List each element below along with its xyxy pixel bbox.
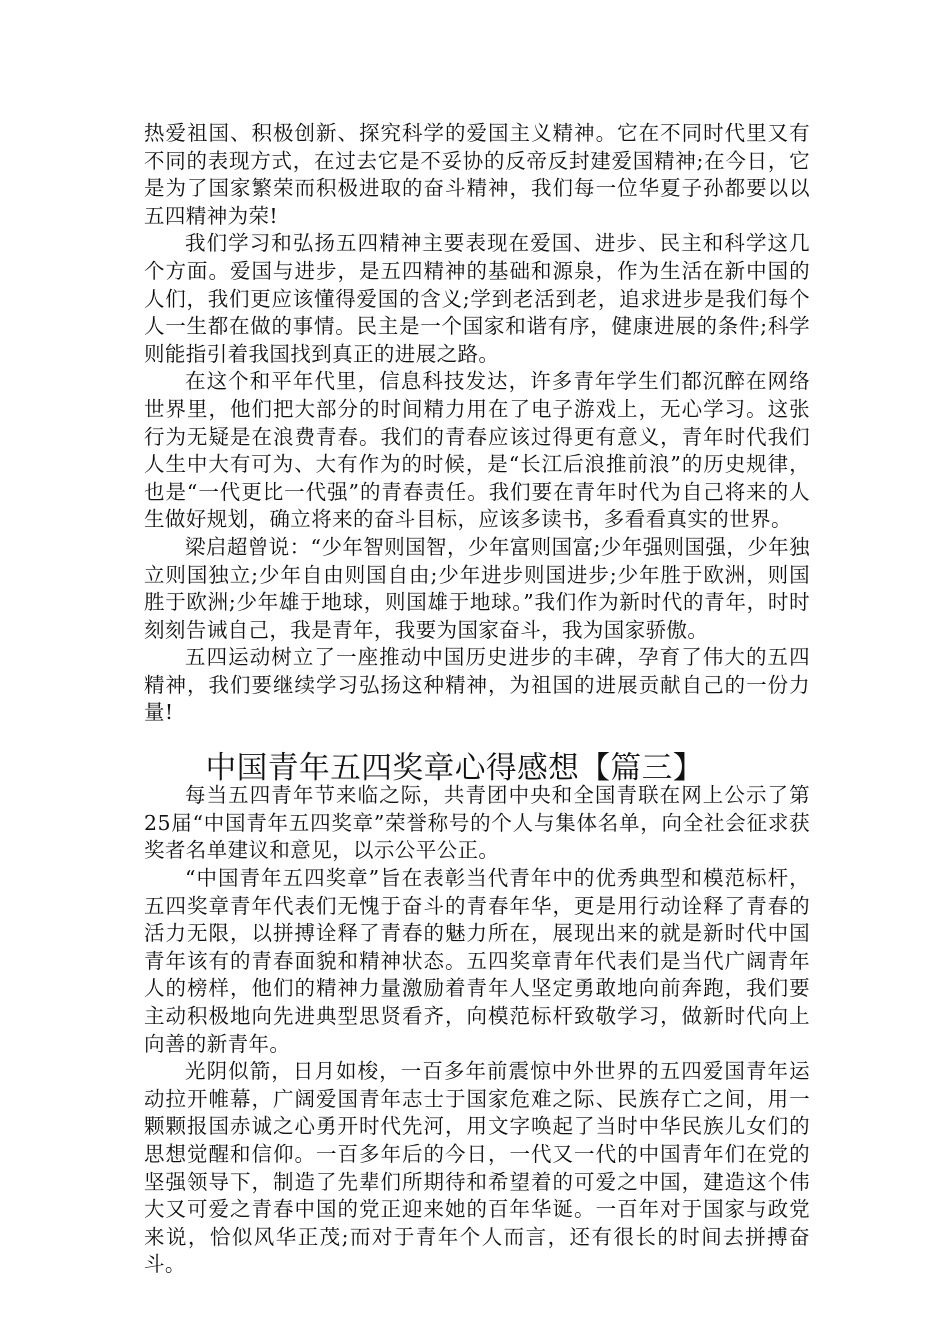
paragraph-medal-purpose: “中国青年五四奖章”旨在表彰当代青年中的优秀典型和模范标杆，五四奖章青年代表们无愧于奋斗的青春年华，更是用行动诠释了青春的活力无限，以拼搏诠释了青春的魅力所在，展现出来的就是新时代中国青年该有的青春面貌和精神状态。五四奖章青年代表们是当代广阔青年人的榜样，他们的精神力量激励着青年人坚定勇敢地向前奔跑，我们要主动积极地向先进典型思贤看齐，向模范标杆致敬学习，做新时代向上向善的新青年。 — [144, 866, 810, 1056]
section-title: 中国青年五四奖章心得感想【篇三】 — [205, 749, 704, 786]
paragraph-liang-qichao-quote: 梁启超曾说：“少年智则国智，少年富则国富;少年强则国强，少年独立则国独立;少年自由则国自由;少年进步则国进步;少年胜于欧洲，则国胜于欧洲;少年雄于地球，则国雄于地球。”我们作为新时代的青年，时时刻刻告诫自己，我是青年，我要为国家奋斗，我为国家骄傲。 — [144, 534, 810, 642]
paragraph-may-fourth-monument: 五四运动树立了一座推动中国历史进步的丰碑，孕育了伟大的五四精神，我们要继续学习弘扬这种精神，为祖国的进展贡献自己的一份力量! — [144, 645, 810, 725]
paragraph-peaceful-era: 在这个和平年代里，信息科技发达，许多青年学生们都沉醉在网络世界里，他们把大部分的时间精力用在了电子游戏上，无心学习。这张行为无疑是在浪费青春。我们的青春应该过得更有意义，青年时代我们人生中大有可为、大有作为的时候，是“长江后浪推前浪”的历史规律，也是“一代更比一代强”的青春责任。我们要在青年时代为自己将来的人生做好规划，确立将来的奋斗目标，应该多读书，多看看真实的世界。 — [144, 369, 810, 532]
paragraph-learning-may-fourth: 我们学习和弘扬五四精神主要表现在爱国、进步、民主和科学这几个方面。爱国与进步，是五四精神的基础和源泉，作为生活在新中国的人们，我们更应该懂得爱国的含义;学到老活到老，追求进步是我们每个人一生都在做的事情。民主是一个国家和谐有序，健康进展的条件;科学则能指引着我国找到真正的进展之路。 — [144, 231, 810, 366]
paragraph-century-history: 光阴似箭，日月如梭，一百多年前震惊中外世界的五四爱国青年运动拉开帷幕，广阔爱国青年志士于国家危难之际、民族存亡之间，用一颗颗报国赤诚之心勇开时代先河，用文字唤起了当时中华民族儿女们的思想觉醒和信仰。一百多年后的今日，一代又一代的中国青年们在党的坚强领导下，制造了先辈们所期待和希望着的可爱之中国，建造这个伟大又可爱之青春中国的党正迎来她的百年华诞。一百年对于国家与政党来说，恰似风华正茂;而对于青年个人而言，还有很长的时间去拼搏奋斗。 — [144, 1059, 810, 1277]
paragraph-youth-day-announcement: 每当五四青年节来临之际，共青团中央和全国青联在网上公示了第25届“中国青年五四奖章”荣誉称号的个人与集体名单，向全社会征求获奖者名单建议和意见，以示公平公正。 — [144, 783, 810, 863]
paragraph-continuation: 热爱祖国、积极创新、探究科学的爱国主义精神。它在不同时代里又有不同的表现方式，在过去它是不妥协的反帝反封建爱国精神;在今日，它是为了国家繁荣而积极进取的奋斗精神，我们每一位华夏子孙都要以以五四精神为荣! — [144, 121, 810, 228]
document-page — [144, 120, 810, 1279]
